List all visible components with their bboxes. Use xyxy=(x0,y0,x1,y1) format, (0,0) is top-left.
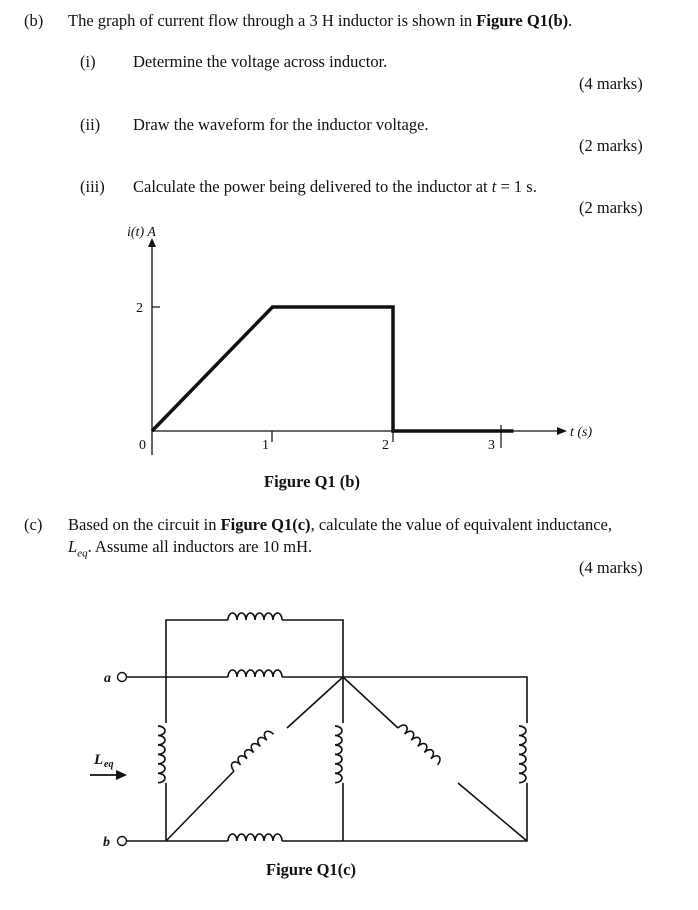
question-ii-marks: (2 marks) xyxy=(579,136,643,155)
wire-right-diagonal xyxy=(343,677,527,841)
figure-q1c-caption: Figure Q1(c) xyxy=(266,860,356,879)
part-c-leq-sub: eq xyxy=(77,547,88,560)
part-c-label: (c) xyxy=(24,515,43,534)
figure-q1b-caption: Figure Q1 (b) xyxy=(264,472,360,491)
leq-label-sub: eq xyxy=(104,759,114,770)
part-c-line1-post: , calculate the value of equivalent inductance, xyxy=(310,515,613,534)
question-iii-number: (iii) xyxy=(80,177,105,196)
question-ii-text: Draw the waveform for the inductor voltage. xyxy=(133,115,429,134)
x-axis-arrow-icon xyxy=(557,427,567,435)
x-tick-label-1: 1 xyxy=(262,438,269,453)
leq-label: L xyxy=(94,752,104,768)
y-tick-label-2: 2 xyxy=(136,301,143,316)
part-b-intro-text: The graph of current flow through a 3 H inductor is shown in xyxy=(68,11,477,30)
wire-top-right xyxy=(282,620,343,677)
inductor-bottom-icon xyxy=(228,834,282,841)
terminal-b-icon xyxy=(118,837,127,846)
terminal-a-label: a xyxy=(104,671,111,686)
terminal-a-icon xyxy=(118,673,127,682)
part-c-line2 xyxy=(68,539,312,559)
question-iii-time-var: t xyxy=(491,177,497,196)
wire-left-diagonal xyxy=(166,677,343,841)
part-b-label: (b) xyxy=(24,11,44,30)
leq-arrow-icon xyxy=(116,770,127,780)
part-c-line1-pre: Based on the circuit in xyxy=(68,515,221,534)
question-iii-marks: (2 marks) xyxy=(579,198,643,217)
inductor-right-vertical-icon xyxy=(519,726,526,783)
part-c-line1 xyxy=(68,517,612,534)
wire-top-left xyxy=(166,620,228,677)
question-i-marks: (4 marks) xyxy=(579,74,643,93)
inductor-middle-vertical-icon xyxy=(335,726,342,783)
part-b-figure-ref: Figure Q1(b) xyxy=(476,11,569,30)
inductor-top-icon xyxy=(228,613,282,620)
question-iii-text-pre: Calculate the power being delivered to the inductor at xyxy=(133,177,492,196)
part-b-intro-end: . xyxy=(568,11,573,30)
x-axis-label: t (s) xyxy=(570,425,593,440)
question-ii-number: (ii) xyxy=(80,115,101,134)
inductor-left-vertical-icon xyxy=(158,726,165,783)
question-iii-text-post: = 1 s. xyxy=(496,177,537,196)
y-axis-label: i(t) A xyxy=(127,225,156,240)
question-i-text: Determine the voltage across inductor. xyxy=(133,52,388,71)
wire-a-right xyxy=(282,677,527,723)
part-c-figure-ref: Figure Q1(c) xyxy=(220,515,311,534)
part-c-line2-post: . Assume all inductors are 10 mH. xyxy=(87,537,313,556)
question-i-number: (i) xyxy=(80,52,96,71)
inductor-a-icon xyxy=(228,670,282,677)
current-series-line xyxy=(152,307,514,431)
part-c-marks: (4 marks) xyxy=(579,558,643,577)
wire-bottom xyxy=(126,783,527,841)
terminal-b-label: b xyxy=(103,835,110,850)
x-tick-label-3: 3 xyxy=(488,438,495,453)
x-tick-label-0: 0 xyxy=(139,438,146,453)
inductor-left-diagonal-icon xyxy=(229,729,273,771)
x-tick-label-2: 2 xyxy=(382,438,389,453)
part-c-leq-var: L xyxy=(68,537,78,556)
inductor-right-diagonal-icon xyxy=(398,723,442,765)
